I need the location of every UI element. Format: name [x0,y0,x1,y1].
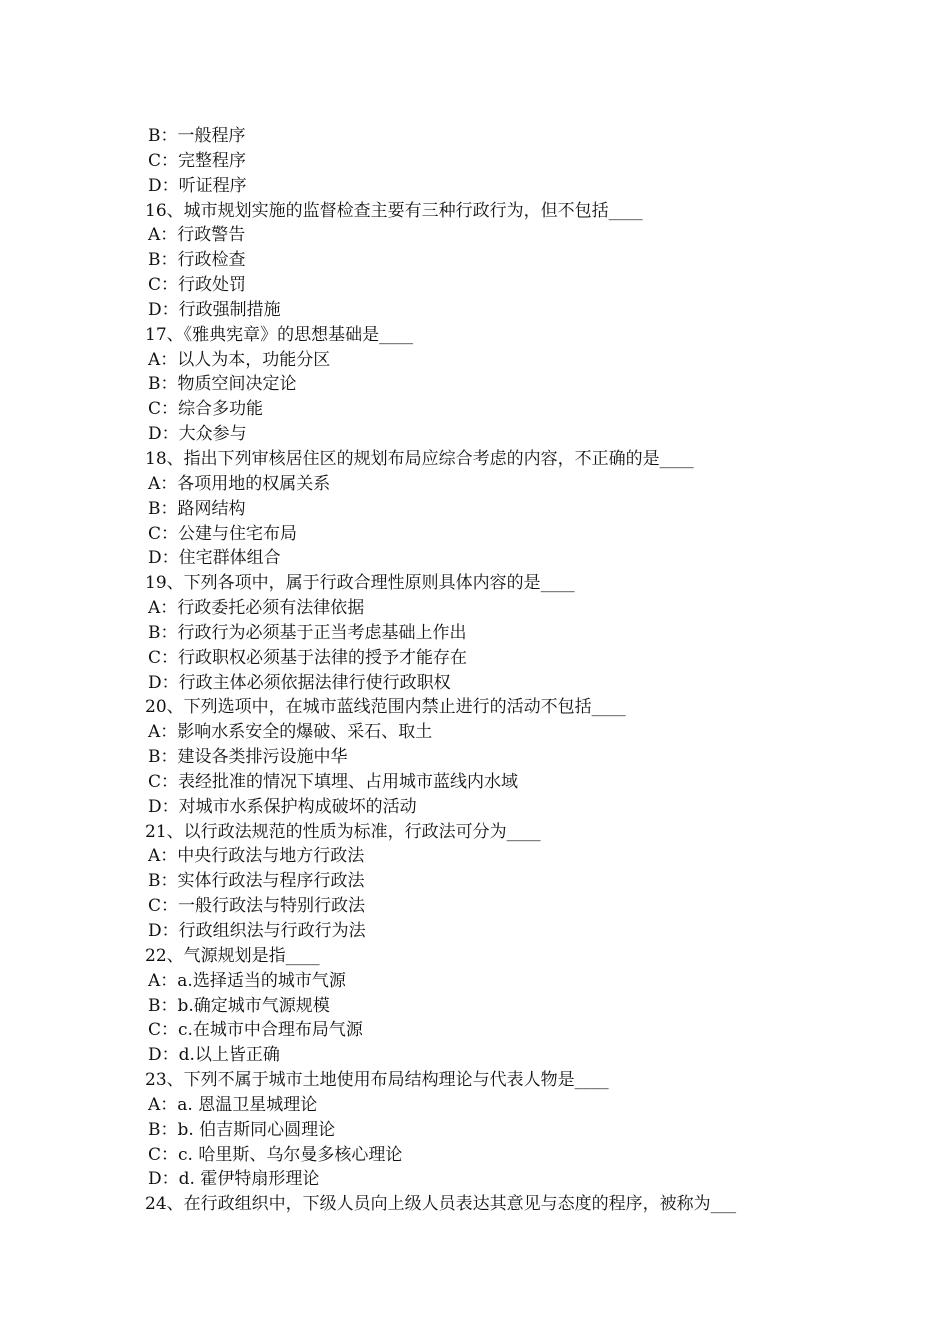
answer-option: A：影响水系安全的爆破、采石、取土 [148,722,433,743]
answer-option: A：a. 恩温卫星城理论 [148,1094,318,1115]
answer-option: D：对城市水系保护构成破坏的活动 [148,796,417,817]
answer-option: D：d.以上皆正确 [148,1045,280,1066]
answer-option: D：行政主体必须依据法律行使行政职权 [148,672,451,693]
question-text: 16、城市规划实施的监督检查主要有三种行政行为，但不包括____ [145,200,643,221]
answer-option: A：行政委托必须有法律依据 [148,598,365,619]
answer-option: A：行政警告 [148,225,246,246]
question-list [145,124,845,1217]
question-text: 19、下列各项中，属于行政合理性原则具体内容的是____ [145,573,575,594]
answer-option: C：一般行政法与特别行政法 [148,896,366,917]
answer-option: A：以人为本，功能分区 [148,349,331,370]
question-text: 23、下列不属于城市土地使用布局结构理论与代表人物是____ [145,1070,609,1091]
answer-option: D：行政强制措施 [148,299,281,320]
answer-option: C：综合多功能 [148,399,264,420]
answer-option: C：表经批准的情况下填埋、占用城市蓝线内水域 [148,771,519,792]
answer-option: C：c.在城市中合理布局气源 [148,1020,363,1041]
answer-option: D：住宅群体组合 [148,548,281,569]
answer-option: D：d. 霍伊特扇形理论 [148,1169,320,1190]
question-text: 22、气源规划是指____ [145,945,320,966]
answer-option: C：c. 哈里斯、乌尔曼多核心理论 [148,1144,403,1165]
answer-option: C：行政处罚 [148,275,247,296]
answer-option: A：中央行政法与地方行政法 [148,846,365,867]
question-text: 17、《雅典宪章》的思想基础是____ [145,324,414,345]
answer-option: B：行政行为必须基于正当考虑基础上作出 [148,622,467,643]
answer-option: C：行政职权必须基于法律的授予才能存在 [148,647,468,668]
answer-option: C：公建与住宅布局 [148,523,298,544]
answer-option: B：建设各类排污设施中华 [148,747,348,768]
answer-option: B：行政检查 [148,250,246,271]
answer-option: A：a.选择适当的城市气源 [148,970,346,991]
question-text: 24、在行政组织中，下级人员向上级人员表达其意见与态度的程序，被称为___ [145,1194,737,1215]
question-text: 18、指出下列审核居住区的规划布局应综合考虑的内容，不正确的是____ [145,448,694,469]
answer-option: C：完整程序 [148,150,247,171]
answer-option: B：b.确定城市气源规模 [148,995,330,1016]
question-text: 20、下列选项中，在城市蓝线范围内禁止进行的活动不包括____ [145,697,626,718]
answer-option: D：行政组织法与行政行为法 [148,921,366,941]
answer-option: A：各项用地的权属关系 [148,473,331,494]
answer-option: B：b. 伯吉斯同心圆理论 [148,1119,336,1140]
answer-option: B：路网结构 [148,498,246,519]
answer-option: B：实体行政法与程序行政法 [148,871,365,892]
question-text: 21、以行政法规范的性质为标准，行政法可分为____ [145,821,541,842]
answer-option: D：听证程序 [148,175,247,196]
answer-option: B：物质空间决定论 [148,374,297,395]
answer-option: D：大众参与 [148,424,247,445]
answer-option: B：一般程序 [148,126,246,146]
